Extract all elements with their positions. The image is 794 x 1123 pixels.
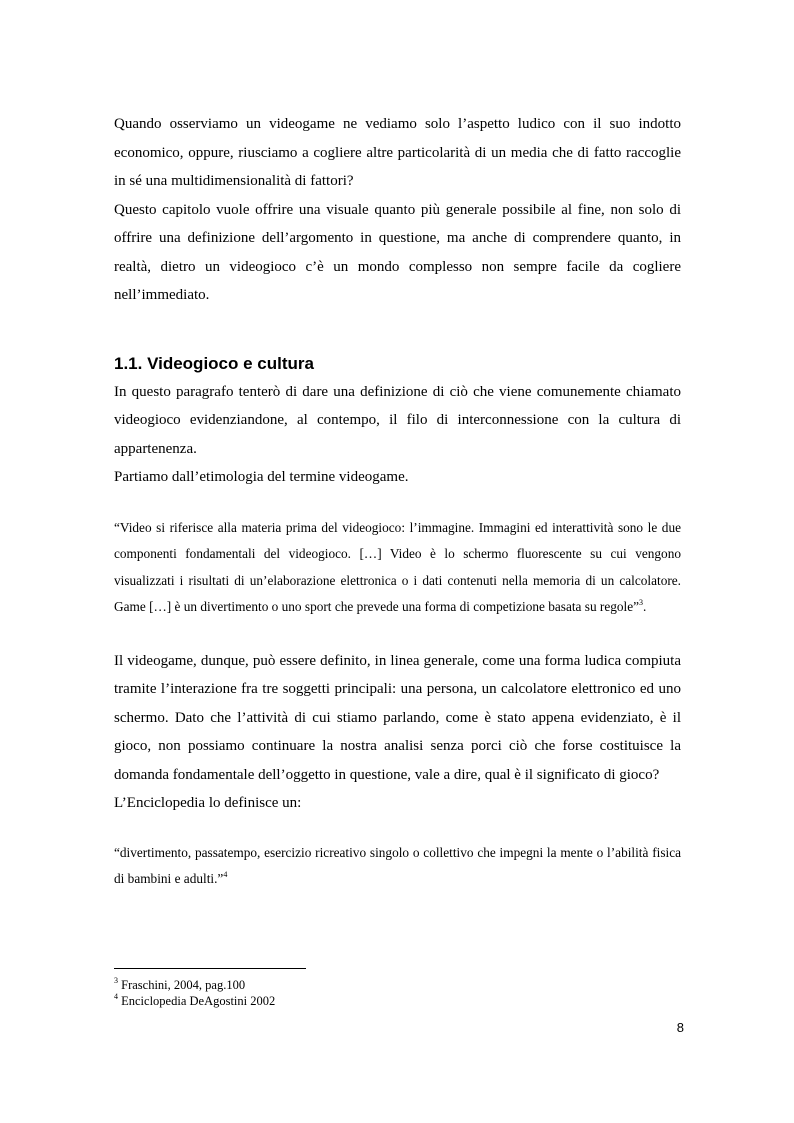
footnote-ref-3: 3 [639, 597, 644, 607]
page-body [114, 110, 681, 893]
body-paragraph-1: Il videogame, dunque, può essere definito, in linea generale, come una forma ludica compiuta tramite l’interazione fra tre soggetti principali: una persona, un calcolatore elettronico ed uno schermo. Dato che l’attività di cui stiamo parlando, come è stato appena evidenziato, è il gioco, non possiamo continuare la nostra analisi senza porci ciò che forse costituisce la domanda fondamentale dell’oggetto in questione, vale a dire, qual è il significato di gioco? [114, 652, 681, 783]
footnote-ref-4: 4 [223, 869, 228, 879]
section-paragraph-1: In questo paragrafo tenterò di dare una definizione di ciò che viene comunemente chiamato videogioco evidenziandone, al contempo, il filo di interconnessione con la cultura di appartenenza. [114, 383, 681, 457]
page-number: 8 [676, 1020, 684, 1035]
intro-paragraph-1: Quando osserviamo un videogame ne vediamo solo l’aspetto ludico con il suo indotto economico, oppure, riusciamo a cogliere altre particolarità di un media che di fatto raccoglie in sé una multidimensionalità di fattori? [114, 116, 681, 189]
section-paragraph-2: Partiamo dall’etimologia del termine videogame. [114, 469, 409, 485]
footnote-separator [114, 968, 306, 969]
footnotes [114, 977, 275, 1009]
quote-text: “Video si riferisce alla materia prima del videogioco: l’immagine. Immagini ed interattività sono le due componenti fondamentali del videogioco. […] Video è lo schermo fluorescente su cui vengono visualizzati i risultati di un’elaborazione elettronica o i dati contenuti nella memoria di un calcolatore. Game […] è un divertimento o uno sport che prevede una forma di competizione basata su regole” [114, 519, 681, 614]
footnote-3: $^3$ Fraschini, 2004, pag.100 [114, 975, 246, 992]
intro-paragraph-2: Questo capitolo vuole offrire una visuale quanto più generale possibile al fine, non solo di offrire una definizione dell’argomento in questione, ma anche di comprendere quanto, in realtà, dietro un videogioco c’è un mondo complesso non sempre facile da cogliere nell’immediato. [114, 201, 681, 303]
body-paragraph-2: L’Enciclopedia lo definisce un: [114, 795, 302, 811]
quote-video-game: “Video si riferisce alla materia prima del videogioco: l’immagine. Immagini ed interattività sono le due componenti fondamentali del videogioco. […] Video è lo schermo fluorescente su cui vengono visualizzati i risultati di un’elaborazione elettronica o i dati contenuti nella memoria di un calcolatore. Game […] è un divertimento o uno sport che prevede una forma di competizione basata su regole”$^3$. [114, 519, 681, 614]
quote-text: “divertimento, passatempo, esercizio ricreativo singolo o collettivo che impegni la mente o l’abilità fisica di bambini e adulti.” [114, 844, 681, 886]
quote-encyclopedia [114, 840, 681, 893]
section-heading: 1.1. Videogioco e cultura [114, 353, 314, 373]
footnote-4: $^4$ Enciclopedia DeAgostini 2002 [114, 991, 276, 1008]
